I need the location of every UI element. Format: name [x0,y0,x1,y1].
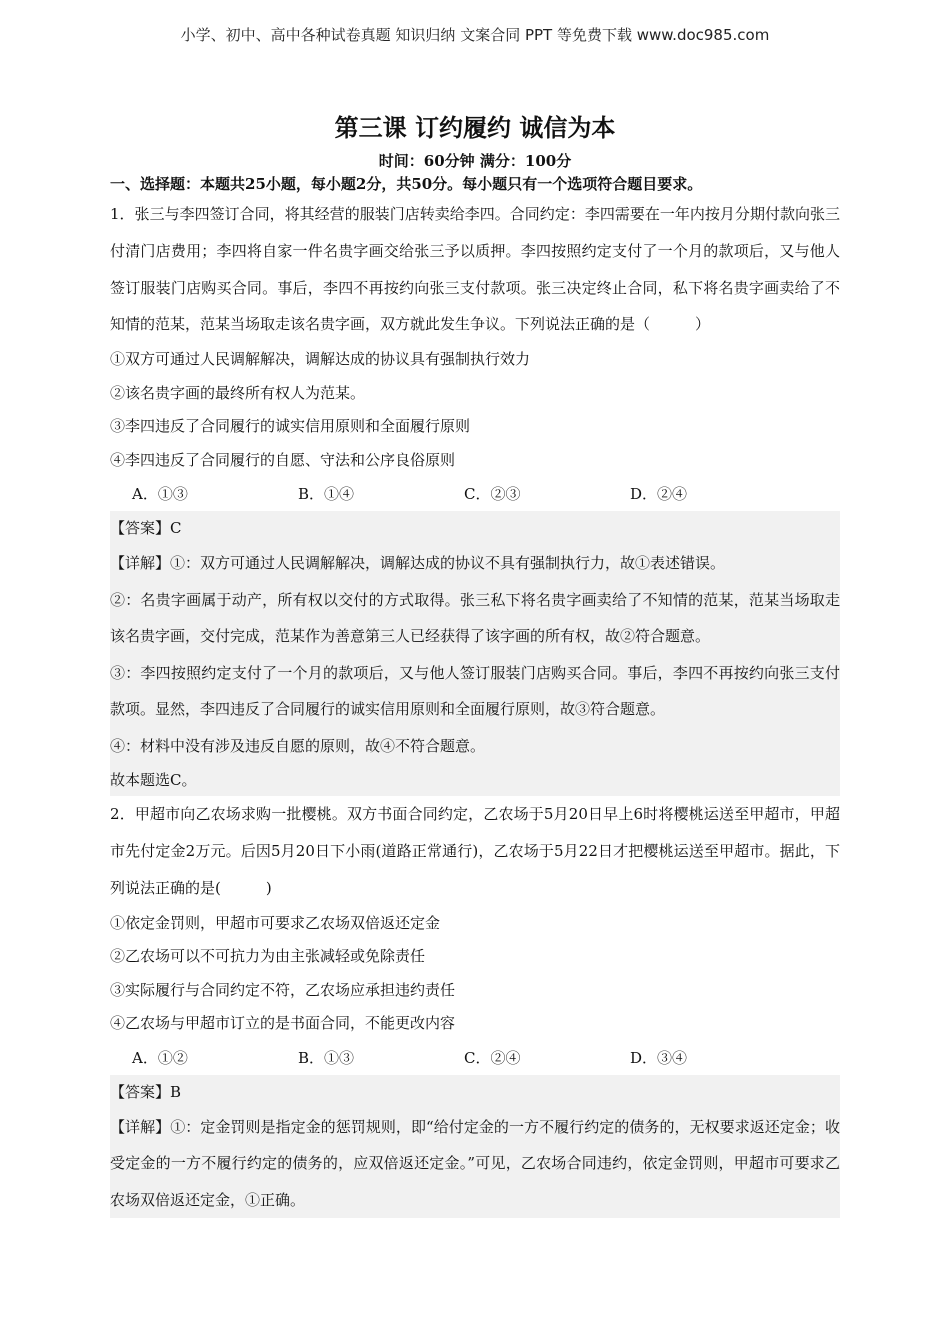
question-stem: 1．张三与李四签订合同，将其经营的服装门店转卖给李四。合同约定：李四需要在一年内按月分期付款向张三付清门店费用；李四将自家一件名贵字画交给张三予以质押。李四按照约定支付了一个月的款项后，又与他人签订服装门店购买合同。事后，李四不再按约向张三支付款项。张三决定终止合同，私下将名贵字画卖给了不知情的范某，范某当场取走该名贵字画，双方就此发生争议。下列说法正确的是（ ） [110,205,840,334]
document-body [110,172,840,1218]
question-option: ②该名贵字画的最终所有权人为范某。 [110,383,366,402]
question-option: ①双方可通过人民调解解决，调解达成的协议具有强制执行效力 [110,350,531,369]
document-subtitle: 时间：60分钟 满分：100分 [378,152,572,170]
answer-choices [110,1041,840,1075]
answer-conclusion: 故本题选C。 [110,771,197,790]
question-2 [110,796,840,1218]
choice-d: D．②④ [630,485,688,504]
page-header: 小学、初中、高中各种试卷真题 知识归纳 文案合同 PPT 等免费下载 www.doc985.com [180,26,770,44]
choice-a: A．①② [132,1048,188,1067]
choice-b: B．①③ [298,1048,355,1067]
choice-c: C．②③ [464,485,521,504]
choice-b: B．①④ [298,485,355,504]
answer-detail: 【详解】①：双方可通过人民调解解决，调解达成的协议不具有强制执行力，故①表述错误。 [110,554,726,573]
answer-block [110,1075,840,1219]
section-instructions: 一、选择题：本题共25小题，每小题2分，共50分。每小题只有一个选项符合题目要求。 [110,175,703,193]
question-1 [110,196,840,796]
choice-a: A．①③ [132,485,188,504]
answer-choices [110,477,840,511]
answer-detail: ②：名贵字画属于动产，所有权以交付的方式取得。张三私下将名贵字画卖给了不知情的范某，范某当场取走该名贵字画，交付完成，范某作为善意第三人已经获得了该字画的所有权，故②符合题意。 [110,590,840,646]
question-option: ②乙农场可以不可抗力为由主张减轻或免除责任 [110,947,426,966]
answer-detail: ③：李四按照约定支付了一个月的款项后，又与他人签订服装门店购买合同。事后，李四不再按约向张三支付款项。显然，李四违反了合同履行的诚实信用原则和全面履行原则，故③符合题意。 [110,663,840,719]
question-option: ①依定金罚则，甲超市可要求乙农场双倍返还定金 [110,913,441,932]
question-option: ③李四违反了合同履行的诚实信用原则和全面履行原则 [110,417,471,436]
question-option: ③实际履行与合同约定不符，乙农场应承担违约责任 [110,980,456,999]
answer-label: 【答案】B [110,1082,182,1101]
answer-detail: 【详解】①：定金罚则是指定金的惩罚规则，即“给付定金的一方不履行约定的债务的，无权要求返还定金；收受定金的一方不履行约定的债务的，应双倍返还定金。”可见，乙农场合同违约，依定金罚则，甲超市可要求乙农场双倍返还定金，①正确。 [110,1117,840,1209]
answer-label: 【答案】C [110,519,182,538]
question-option: ④乙农场与甲超市订立的是书面合同，不能更改内容 [110,1014,456,1033]
choice-c: C．②④ [464,1048,521,1067]
answer-block [110,511,840,796]
choice-d: D．③④ [630,1048,688,1067]
answer-detail: ④：材料中没有涉及违反自愿的原则，故④不符合题意。 [110,736,486,755]
question-option: ④李四违反了合同履行的自愿、守法和公序良俗原则 [110,450,456,469]
document-title: 第三课 订约履约 诚信为本 [334,114,616,142]
question-stem: 2．甲超市向乙农场求购一批樱桃。双方书面合同约定，乙农场于5月20日早上6时将樱桃运送至甲超市，甲超市先付定金2万元。后因5月20日下小雨(道路正常通行)，乙农场于5月22日才把樱桃运送至甲超市。据此，下列说法正确的是( ) [110,805,840,897]
